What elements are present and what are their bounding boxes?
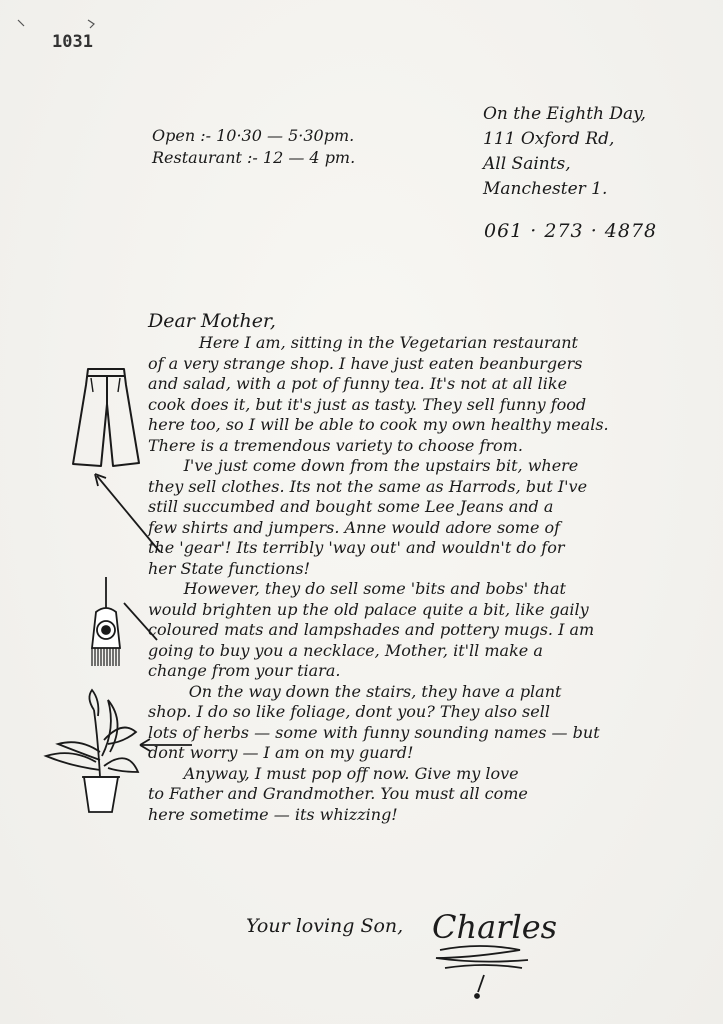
address-line: All Saints,	[483, 154, 571, 174]
greeting: Dear Mother,	[148, 310, 276, 332]
letter-line: still succumbed and bought some Lee Jeans and a	[148, 497, 554, 516]
address-line: Manchester 1.	[483, 179, 608, 199]
letter-line: here sometime — its whizzing!	[148, 804, 398, 824]
letter-line: coloured mats and lampshades and pottery mugs. I am	[148, 620, 595, 639]
letter-line: cook does it, but it's just as tasty. They sell funny food	[148, 394, 587, 414]
letter-line: here too, so I will be able to cook my own healthy meals.	[148, 415, 609, 434]
letter-line: On the way down the stairs, they have a plant	[148, 681, 562, 701]
arrow-jeans	[95, 474, 160, 552]
letter-line: few shirts and jumpers. Anne would adore some of	[148, 517, 561, 537]
letter-line: change from your tiara.	[148, 661, 341, 680]
letter-line: they sell clothes. Its not the same as Harrods, but I've	[148, 476, 588, 496]
letter-line: shop. I do so like foliage, dont you? They also sell	[148, 702, 550, 721]
letter-line: and salad, with a pot of funny tea. It's not at all like	[148, 374, 568, 393]
letter-line: Anyway, I must pop off now. Give my love	[148, 763, 519, 783]
phone-number: 061 · 273 · 4878	[484, 220, 658, 242]
signature-flourish	[436, 946, 528, 998]
letter-line: lots of herbs — some with funny sounding names — but	[148, 722, 600, 742]
letter-line: Here I am, sitting in the Vegetarian restaurant	[148, 333, 578, 352]
closing: Your loving Son,	[246, 915, 404, 937]
letter-line: to Father and Grandmother. You must all come	[148, 784, 528, 803]
opening-hours: Open :- 10·30 — 5·30pm.	[152, 126, 355, 145]
letter-line: dont worry — I am on my guard!	[148, 743, 414, 762]
arrow-plant	[140, 739, 192, 751]
letter-line: I've just come down from the upstairs bit, where	[148, 456, 579, 475]
letter-line: There is a tremendous variety to choose from.	[148, 435, 523, 455]
restaurant-hours: Restaurant :- 12 — 4 pm.	[152, 148, 356, 167]
jeans-sketch	[73, 369, 139, 466]
address-line: On the Eighth Day,	[483, 104, 646, 124]
address-line: 111 Oxford Rd,	[483, 129, 615, 149]
letter-line: would brighten up the old palace quite a bit, like gaily	[148, 599, 589, 619]
page-number: 1031	[52, 32, 93, 52]
corner-marks	[18, 20, 94, 28]
arrow-lampshade	[124, 603, 157, 640]
potted-plant-sketch	[46, 690, 138, 812]
lampshade-sketch	[92, 577, 120, 666]
letter-line: However, they do sell some 'bits and bobs' that	[148, 579, 566, 598]
letter-line: the 'gear'! Its terribly 'way out' and wouldn't do for	[148, 538, 565, 557]
signature: Charles	[432, 908, 558, 946]
letter-line: of a very strange shop. I have just eaten beanburgers	[148, 353, 583, 373]
letter-line: going to buy you a necklace, Mother, it'll make a	[148, 640, 543, 660]
letter-line: her State functions!	[148, 558, 311, 578]
